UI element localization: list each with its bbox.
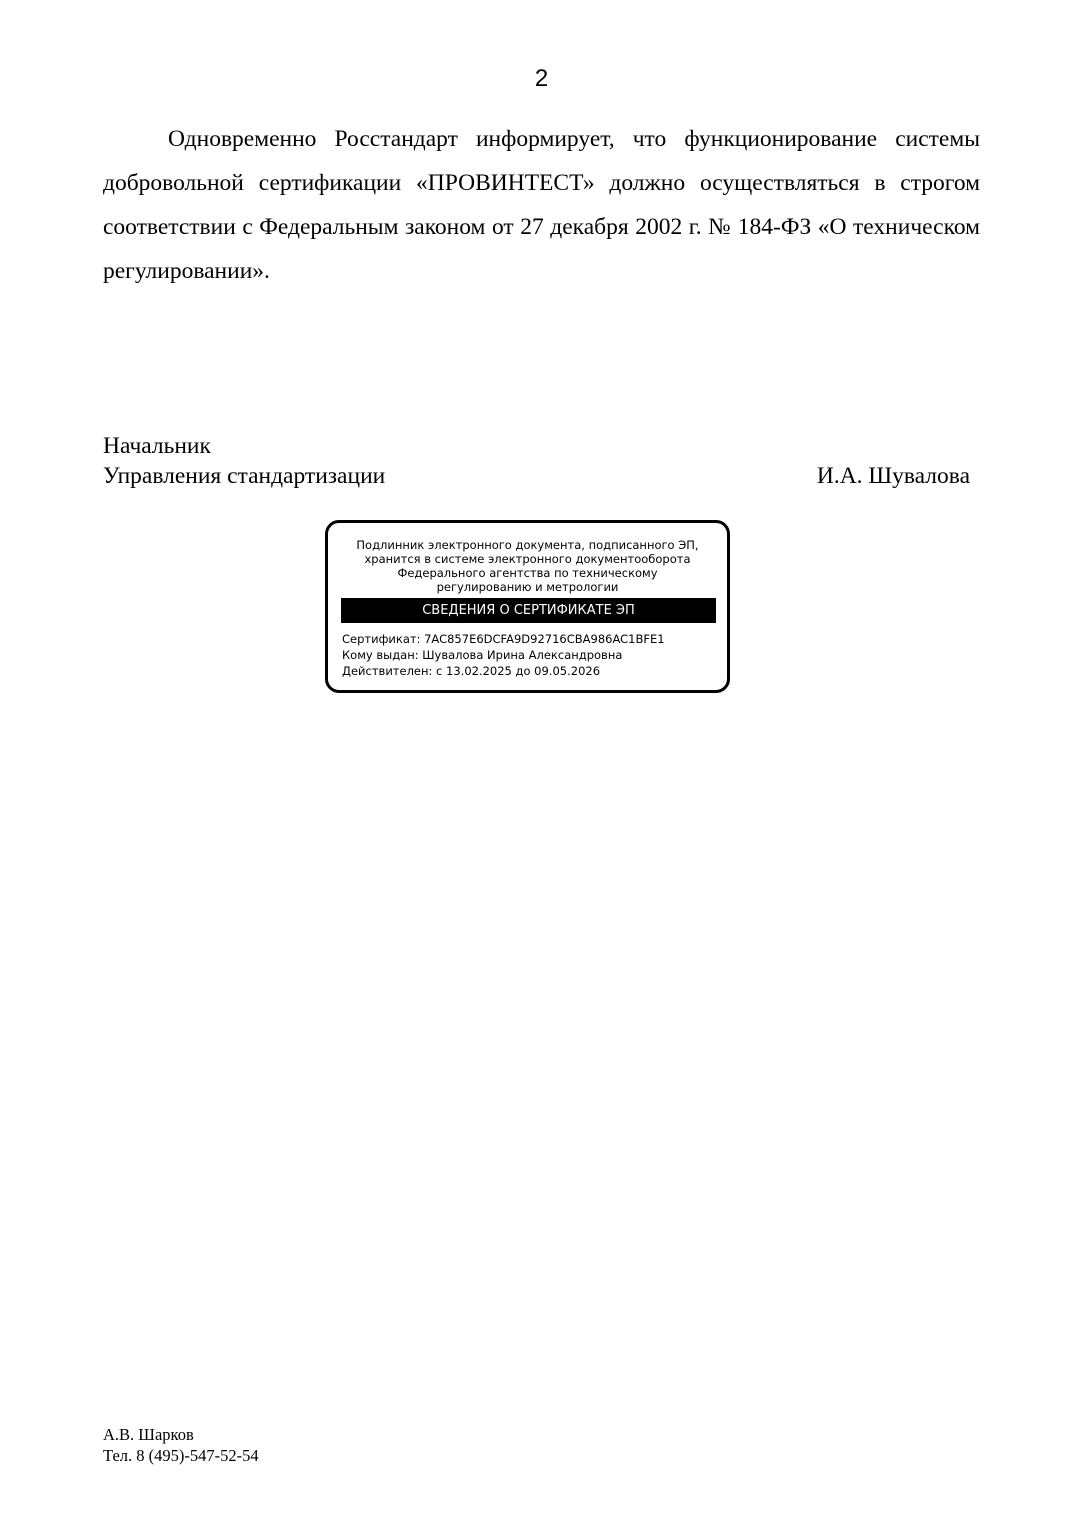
stamp-header (336, 538, 719, 594)
body-paragraph: Одновременно Росстандарт информирует, что функционирование системы добровольной сертификации «ПРОВИНТЕСТ» должно осуществляться в строгом соответствии с Федеральным законом от 27 декабря 2002 г. № 184-ФЗ «О техническом регулировании». (103, 126, 980, 284)
signer-position-line1: Начальник (103, 433, 211, 459)
certificate-number: Сертификат: 7AC857E6DCFA9D92716CBA986AC1BFE1 (342, 632, 665, 646)
footer-contact (103, 1424, 259, 1466)
signature-block (103, 431, 970, 491)
signer-position-line2: Управления стандартизации (103, 463, 386, 489)
page-number: 2 (534, 65, 549, 92)
certificate-validity: Действителен: с 13.02.2025 до 09.05.2026 (342, 664, 601, 678)
certificate-owner: Кому выдан: Шувалова Ирина Александровна (342, 648, 623, 662)
signature-row (103, 461, 970, 491)
stamp-title-bar: СВЕДЕНИЯ О СЕРТИФИКАТЕ ЭП (341, 598, 716, 623)
executor-name: А.В. Шарков (103, 1425, 194, 1444)
e-signature-stamp (325, 520, 730, 693)
stamp-details (342, 631, 722, 679)
signer-name: И.А. Шувалова (816, 463, 970, 489)
stamp-header-line: регулированию и метрологии (436, 580, 619, 594)
executor-phone: Тел. 8 (495)-547-52-54 (103, 1446, 259, 1465)
stamp-header-line: Федерального агентства по техническому (397, 566, 658, 580)
stamp-header-line: Подлинник электронного документа, подписанного ЭП, (356, 538, 699, 552)
stamp-header-line: хранится в системе электронного документооборота (364, 552, 691, 566)
